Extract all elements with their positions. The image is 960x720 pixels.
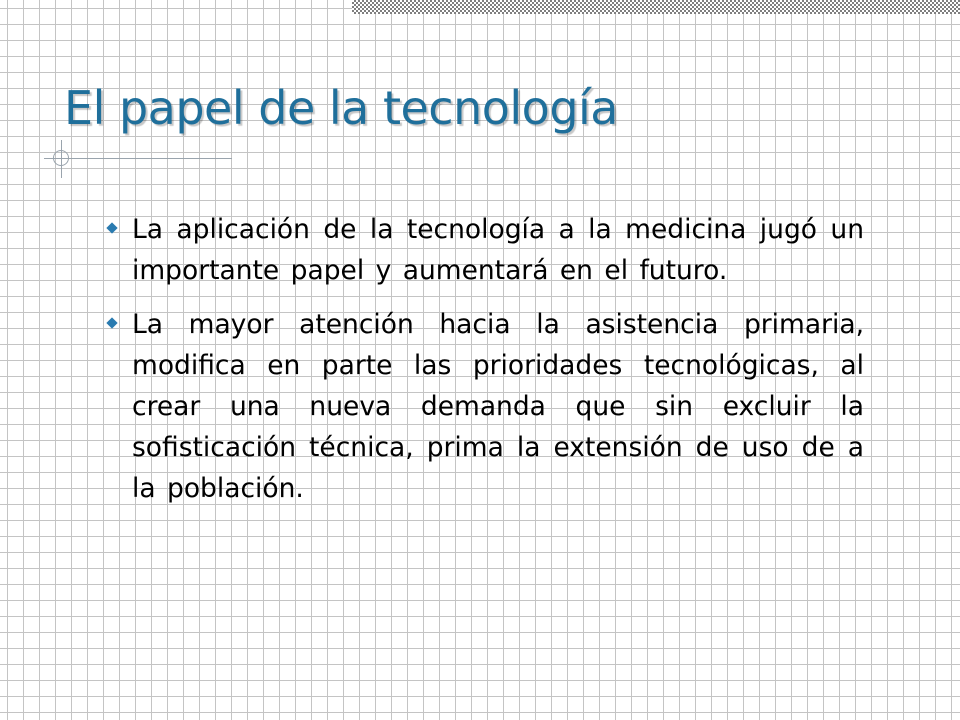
bullet-list xyxy=(104,209,864,522)
title-underline-rule xyxy=(44,158,232,159)
corner-pattern-strip xyxy=(352,0,960,14)
bullet-item xyxy=(104,209,864,291)
slide-title: El papel de la tecnología xyxy=(64,81,618,135)
bullet-text: La aplicación de la tecnología a la medicina jugó un importante papel y aumentará en el futuro. xyxy=(132,214,864,286)
title-ornament-circle xyxy=(53,150,69,166)
diamond-bullet-icon xyxy=(106,222,117,233)
bullet-text: La mayor atención hacia la asistencia primaria, modifica en parte las prioridades tecnológicas, al crear una nueva demanda que sin excluir la sofisticación técnica, prima la extensión de uso de a la población. xyxy=(132,309,864,504)
diamond-bullet-icon xyxy=(106,317,117,328)
bullet-item xyxy=(104,304,864,509)
